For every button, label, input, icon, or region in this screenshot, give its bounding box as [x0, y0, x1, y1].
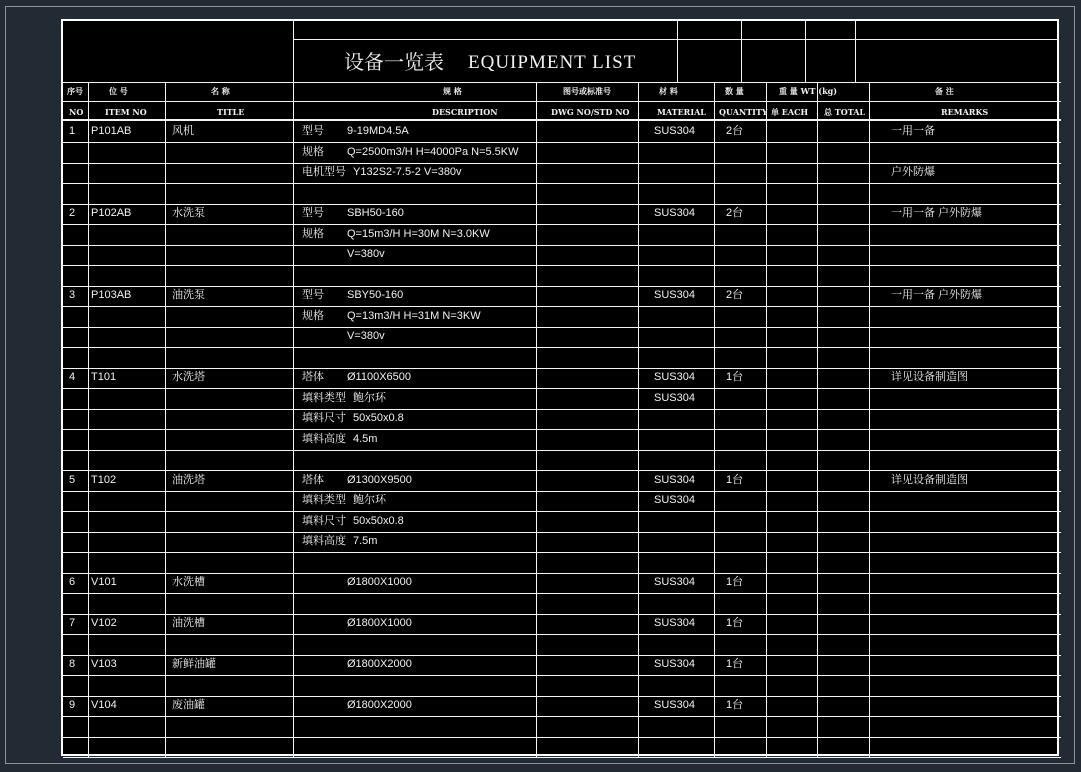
cell-desc-label: 塔体 [302, 473, 324, 486]
cell-desc-label: 填料尺寸 [302, 412, 346, 424]
cell-desc-label: 规格 [302, 145, 324, 158]
cell-desc-value: Ø1800X2000 [347, 699, 412, 711]
cell-remarks: 详见设备制造图 [891, 473, 968, 486]
cell-desc-value: SBH50-160 [347, 207, 404, 219]
cell-desc-label: 型号 [302, 125, 324, 137]
cell-no: 7 [69, 617, 76, 629]
header-no-cn: 序号 [67, 86, 83, 96]
cell-quantity: 1台 [726, 473, 744, 486]
cell-desc-value: Ø1800X1000 [347, 576, 412, 588]
cell-quantity: 1台 [726, 617, 744, 629]
cell-item-no: V103 [91, 658, 117, 670]
cell-quantity: 2台 [726, 207, 744, 219]
header-dwg-cn: 图号或标准号 [563, 86, 611, 96]
header-material-cn: 材 料 [659, 86, 678, 96]
cell-material: SUS304 [654, 207, 695, 219]
cell-item-no: P101AB [91, 125, 132, 137]
cell-item-no: P102AB [91, 207, 132, 219]
header-desc-en: DESCRIPTION [432, 107, 498, 117]
cell-no: 3 [69, 289, 76, 301]
cell-remarks: 一用一备 [891, 125, 935, 137]
cell-desc-label: 型号 [302, 289, 324, 301]
header-item-cn: 位 号 [109, 86, 128, 96]
cell-desc-label: 填料高度 [302, 432, 346, 445]
cell-desc-value: Q=15m3/H H=30M N=3.0KW [347, 227, 490, 240]
cell-desc-label: 塔体 [302, 371, 324, 383]
cell-material: SUS304 [654, 658, 695, 670]
cell-desc-label: 规格 [302, 309, 324, 322]
cell-remarks: 一用一备 户外防爆 [891, 289, 983, 301]
cell-desc-value: 9-19MD4.5A [347, 125, 409, 137]
cell-item-no: V104 [91, 699, 117, 711]
cell-title: 新鲜油罐 [172, 658, 216, 670]
cell-desc-value: Ø1300X9500 [347, 473, 412, 486]
cell-desc-value: SBY50-160 [347, 289, 404, 301]
cell-material: SUS304 [654, 576, 695, 588]
cell-remarks: 一用一备 户外防爆 [891, 207, 983, 219]
header-quantity-en: QUANTITY [719, 107, 768, 117]
cell-item-no: V101 [91, 576, 117, 588]
header-dwg-en: DWG NO/STD NO [551, 107, 630, 117]
cell-material: SUS304 [654, 371, 695, 383]
cell-quantity: 1台 [726, 658, 744, 670]
header-title-cn: 名 称 [211, 86, 230, 96]
cell-item-no: T102 [91, 473, 117, 486]
table-text [63, 21, 1061, 758]
cell-title: 水洗塔 [172, 371, 205, 383]
cell-desc-value: Ø1800X2000 [347, 658, 412, 670]
cell-title: 油洗塔 [172, 473, 205, 486]
cell-material: SUS304 [654, 494, 695, 506]
header-no-en: NO [69, 107, 84, 117]
cell-material: SUS304 [654, 699, 695, 711]
cell-quantity: 2台 [726, 289, 744, 301]
cell-desc-value: 鲍尔环 [353, 391, 386, 404]
cell-desc-value: 4.5m [353, 432, 378, 445]
cell-no: 8 [69, 658, 76, 670]
header-quantity-cn: 数 量 [725, 86, 744, 96]
cell-desc-value: Y132S2-7.5-2 V=380v [353, 166, 462, 178]
cell-quantity: 1台 [726, 699, 744, 711]
cell-quantity: 1台 [726, 576, 744, 588]
cell-desc-label: 填料尺寸 [302, 514, 346, 527]
cell-desc-value: V=380v [347, 248, 385, 260]
cell-item-no: T101 [91, 371, 117, 383]
header-each-cn: 单 EACH [771, 107, 809, 117]
cell-no: 4 [69, 371, 76, 383]
cell-quantity: 1台 [726, 371, 744, 383]
header-material-en: MATERIAL [657, 107, 706, 117]
cell-desc-value: 7.5m [353, 535, 378, 547]
cell-material: SUS304 [654, 473, 695, 486]
header-title-en: TITLE [217, 107, 245, 117]
cell-item-no: V102 [91, 617, 117, 629]
header-desc-cn: 规 格 [443, 86, 462, 96]
cell-desc-label: 填料类型 [302, 391, 346, 404]
cell-title: 水洗泵 [172, 207, 205, 219]
cell-desc-label: 型号 [302, 207, 324, 219]
cell-remarks: 详见设备制造图 [891, 371, 968, 383]
cell-material: SUS304 [654, 289, 695, 301]
header-item-en: ITEM NO [105, 107, 147, 117]
cell-desc-value: 50x50x0.8 [353, 412, 404, 424]
cell-no: 2 [69, 207, 76, 219]
cell-title: 水洗槽 [172, 576, 205, 588]
cell-desc-label: 填料高度 [302, 535, 346, 547]
cell-title: 废油罐 [172, 699, 205, 711]
cell-material: SUS304 [654, 617, 695, 629]
cell-no: 9 [69, 699, 76, 711]
cell-quantity: 2台 [726, 125, 744, 137]
cell-desc-label: 规格 [302, 227, 324, 240]
cell-desc-label: 填料类型 [302, 494, 346, 506]
cell-material: SUS304 [654, 391, 695, 404]
cell-title: 风机 [172, 125, 194, 137]
title-english: EQUIPMENT LIST [468, 52, 637, 73]
header-total-cn: 总 TOTAL [824, 107, 866, 117]
cell-desc-value: Q=13m3/H H=31M N=3KW [347, 309, 481, 322]
header-remarks-cn: 备 注 [935, 86, 954, 96]
title-chinese: 设备一览表 [344, 50, 444, 74]
cell-material: SUS304 [654, 125, 695, 137]
cell-item-no: P103AB [91, 289, 132, 301]
cell-desc-value: 50x50x0.8 [353, 514, 404, 527]
cell-title: 油洗泵 [172, 289, 205, 301]
cell-desc-value: 鲍尔环 [353, 494, 386, 506]
cell-title: 油洗槽 [172, 617, 205, 629]
cell-desc-value: Ø1100X6500 [347, 371, 412, 383]
cell-desc-value: Q=2500m3/H H=4000Pa N=5.5KW [347, 145, 519, 158]
cell-desc-label: 电机型号 [302, 166, 346, 178]
cell-no: 5 [69, 473, 76, 486]
header-remarks-en: REMARKS [941, 107, 989, 117]
header-weight-cn: 重 量 WT (kg) [779, 86, 837, 96]
equipment-list-drawing[interactable] [61, 19, 1059, 756]
cell-no: 6 [69, 576, 76, 588]
cell-no: 1 [69, 125, 76, 137]
cell-remarks: 户外防爆 [891, 166, 935, 178]
cell-desc-value: Ø1800X1000 [347, 617, 412, 629]
cell-desc-value: V=380v [347, 330, 385, 342]
